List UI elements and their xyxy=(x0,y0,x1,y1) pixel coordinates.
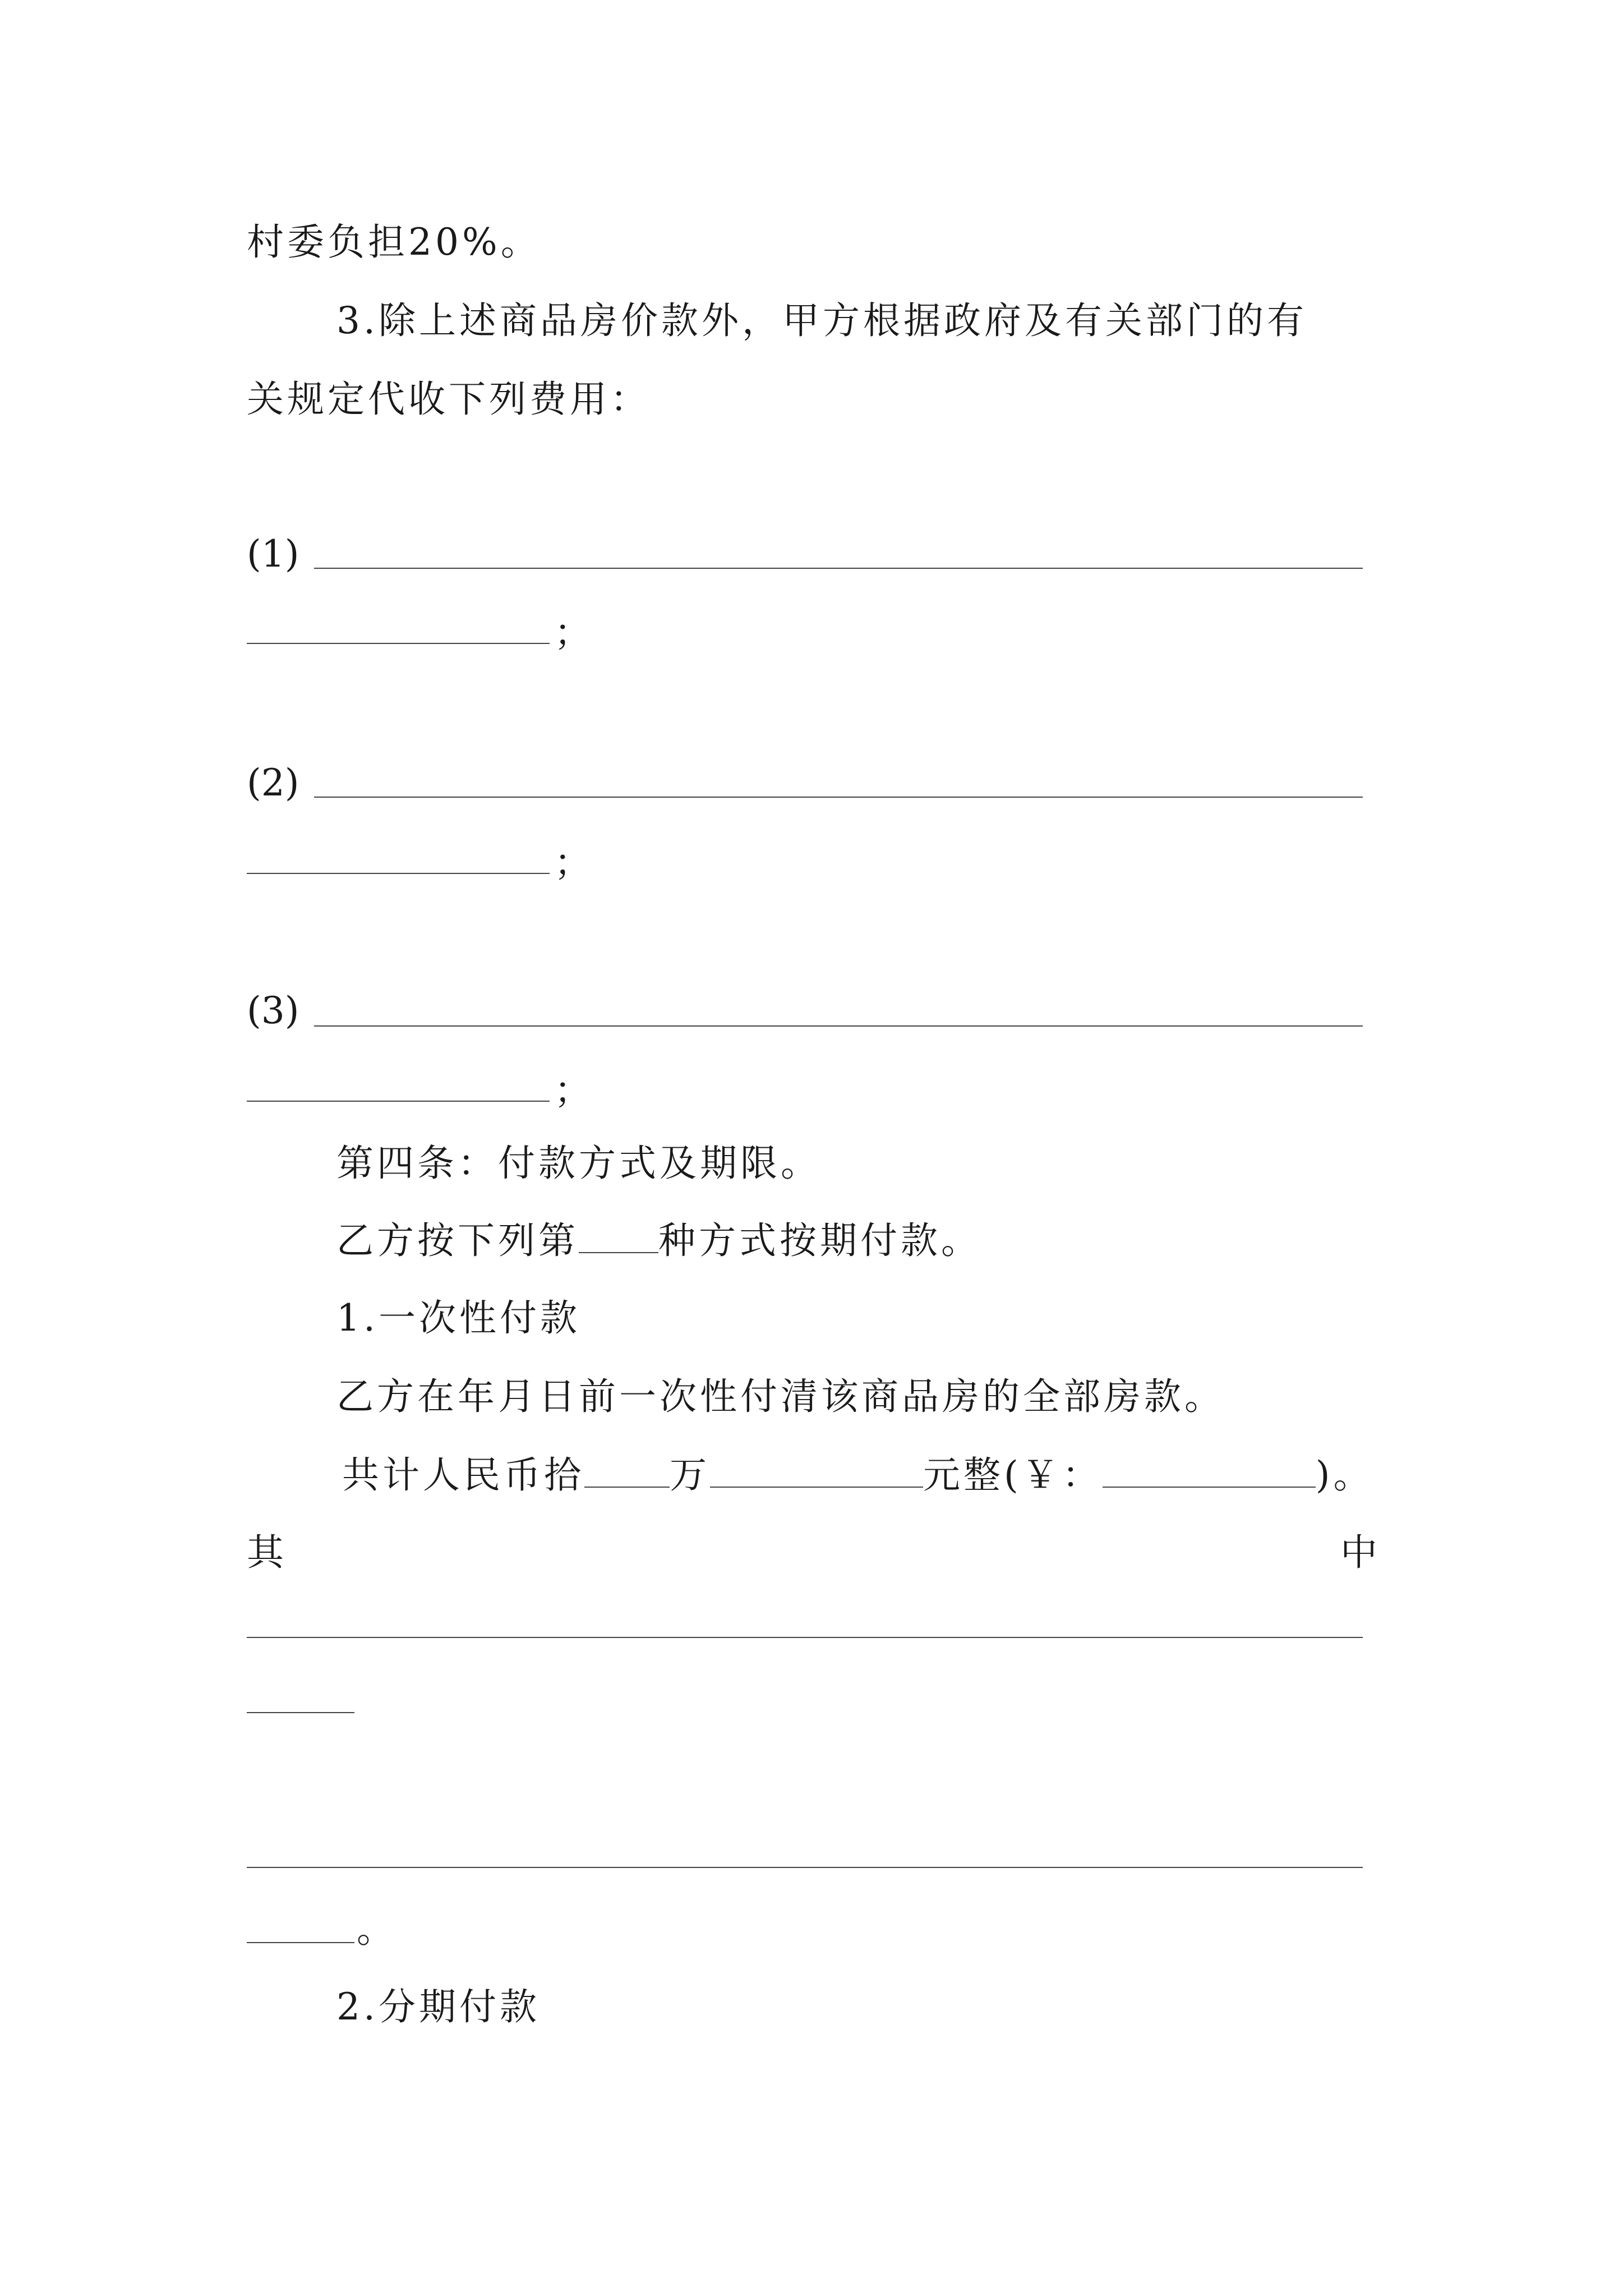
qi-character: 其 xyxy=(247,1531,287,1574)
fee-item-2-label: (2) xyxy=(247,761,299,804)
payment-choice-suffix: 种方式按期付款。 xyxy=(658,1219,981,1262)
total-prefix: 共计人民币拾 xyxy=(342,1453,584,1497)
of-which-blank-2[interactable] xyxy=(247,1867,1363,1868)
of-which-blank-cont[interactable] xyxy=(247,1712,354,1713)
semicolon-1: ； xyxy=(554,611,594,654)
yuan-amount-blank[interactable] xyxy=(710,1455,923,1488)
of-which-blank-2-cont[interactable] xyxy=(247,1942,354,1943)
payment-choice-prefix: 乙方按下列第 xyxy=(336,1219,579,1262)
fee-item-1-blank[interactable] xyxy=(314,568,1363,569)
rmb-figure-blank[interactable] xyxy=(1103,1455,1316,1488)
fee-item-2-blank[interactable] xyxy=(314,797,1363,798)
payment-method-blank[interactable] xyxy=(579,1221,658,1253)
fee-item-3-blank-cont[interactable] xyxy=(247,1101,550,1102)
clause-3-line-1: 3.除上述商品房价款外，甲方根据政府及有关部门的有 xyxy=(336,299,1307,342)
ten-thousands-blank[interactable] xyxy=(584,1455,670,1488)
sentence-end: 。 xyxy=(357,1908,397,1951)
total-wan: 万 xyxy=(670,1453,710,1497)
article-4-heading: 第四条：付款方式及期限。 xyxy=(336,1142,821,1185)
total-amount-line xyxy=(342,1453,1374,1498)
of-which-blank[interactable] xyxy=(247,1637,1363,1638)
installment-heading: 2.分期付款 xyxy=(336,1985,540,2028)
text-line-1: 村委负担20%。 xyxy=(247,220,541,264)
clause-3-line-2: 关规定代收下列费用： xyxy=(247,378,651,421)
fee-item-3-label: (3) xyxy=(247,989,299,1032)
lump-sum-heading: 1.一次性付款 xyxy=(336,1296,580,1340)
fee-item-2-blank-cont[interactable] xyxy=(247,873,550,874)
semicolon-3: ； xyxy=(554,1069,594,1112)
semicolon-2: ； xyxy=(554,841,594,884)
lump-sum-description: 乙方在年月日前一次性付清该商品房的全部房款。 xyxy=(336,1375,1225,1418)
total-yuan: 元整(￥： xyxy=(923,1453,1103,1497)
total-suffix: )。 xyxy=(1315,1453,1374,1497)
zhong-character: 中 xyxy=(1340,1531,1381,1574)
fee-item-1-blank-cont[interactable] xyxy=(247,643,550,644)
payment-choice-line xyxy=(336,1218,981,1263)
fee-item-3-blank[interactable] xyxy=(314,1025,1363,1027)
fee-item-1-label: (1) xyxy=(247,532,299,576)
